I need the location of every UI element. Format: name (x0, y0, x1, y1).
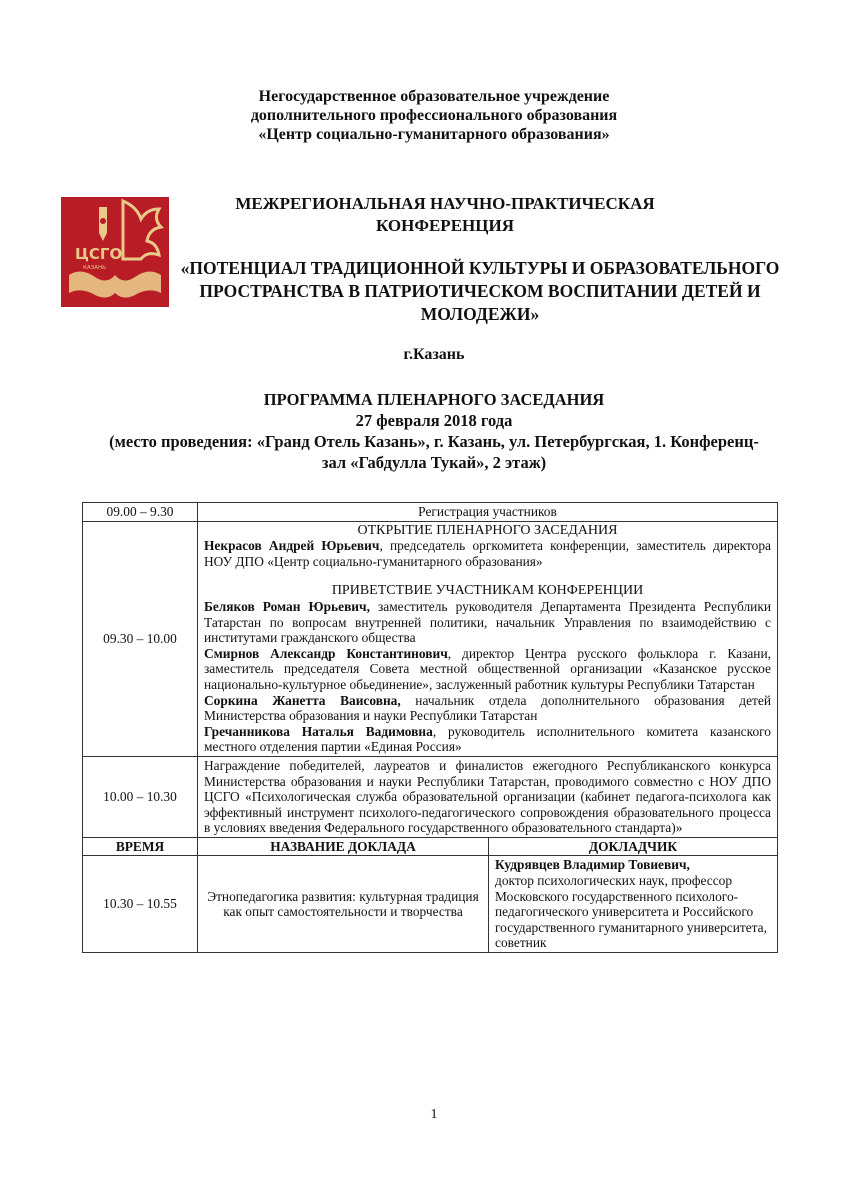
time-cell: 10.30 – 10.55 (83, 856, 198, 953)
speaker-name: Некрасов Андрей Юрьевич (204, 538, 380, 554)
speaker-name: Беляков Роман Юрьевич, (204, 598, 370, 614)
registration-cell: Регистрация участников (198, 503, 778, 522)
column-header-row (83, 837, 778, 856)
table-row (83, 503, 778, 522)
time-cell: 09.30 – 10.00 (83, 521, 198, 756)
org-line-3: «Центр социально-гуманитарного образования» (258, 126, 610, 143)
program-block (0, 389, 868, 473)
speaker-entry (204, 724, 771, 755)
program-venue: (место проведения: «Гранд Отель Казань», г. Казань, ул. Петербургская, 1. Конференц-зал «Габдулла Тукай», 2 этаж) (109, 432, 759, 472)
column-header-speaker: ДОКЛАДЧИК (489, 837, 778, 856)
speaker-name: Гречанникова Наталья Вадимовна (204, 723, 433, 739)
page-number: 1 (430, 1107, 438, 1122)
city: г.Казань (403, 346, 465, 363)
org-line-1: Негосударственное образовательное учреждение (258, 88, 610, 105)
organization-header (0, 87, 868, 144)
speaker-role: доктор психологических наук, профессор Московского государственного психолого-педагогического университета и Российского государственного гуманитарного университета, советник (495, 873, 767, 951)
award-cell: Награждение победителей, лауреатов и финалистов ежегодного Республиканского конкурса Министерства образования и науки Республики Татарстан, проводимого совместно с НОУ ДПО ЦСГО «Психологическая служба образовательной организации (кабинет педагога-психолога как эффективный инструмент психолого-педагогического сопровождения образовательного процесса в условиях введения Федерального государственного образовательного стандарта)» (198, 756, 778, 837)
speaker-name: Соркина Жанетта Ваисовна, (204, 692, 401, 708)
speaker-entry (204, 538, 771, 569)
org-line-2: дополнительного профессионального образования (250, 107, 618, 124)
speaker-role: , директор Центра русского фольклора г. Казани, заместитель председателя Совета местной общественной организации «Казанское русское национально-культурное обьединение», заслуженный работник культуры Республики Татарстан (204, 645, 771, 692)
table-row (83, 856, 778, 953)
logo-subtext: КАЗАНЬ (83, 265, 106, 271)
time-cell: 09.00 – 9.30 (83, 503, 198, 522)
speaker-entry (204, 693, 771, 724)
speaker-role: начальник отдела дополнительного образования детей Министерства образования и науки Республики Татарстан (204, 692, 772, 724)
column-header-title: НАЗВАНИЕ ДОКЛАДА (198, 837, 489, 856)
speaker-entry (204, 646, 771, 693)
speaker-name: Кудрявцев Владимир Товиевич, (495, 857, 690, 873)
opening-cell (198, 521, 778, 756)
logo-text: ЦСГО (75, 245, 123, 263)
speaker-role: , руководитель исполнительного комитета казанского местного отделения партии «Единая Россия» (204, 723, 771, 755)
greeting-heading: ПРИВЕТСТВИЕ УЧАСТНИКАМ КОНФЕРЕНЦИИ (331, 583, 644, 599)
conference-type: МЕЖРЕГИОНАЛЬНАЯ НАУЧНО-ПРАКТИЧЕСКАЯ КОНФЕРЕНЦИЯ (235, 194, 655, 235)
speaker-cell (489, 856, 778, 953)
schedule-table (82, 502, 778, 953)
speaker-entry (204, 599, 771, 646)
table-row (83, 756, 778, 837)
time-cell: 10.00 – 10.30 (83, 756, 198, 837)
opening-heading: ОТКРЫТИЕ ПЛЕНАРНОГО ЗАСЕДАНИЯ (357, 522, 618, 538)
csgo-logo (61, 197, 169, 307)
table-row (83, 521, 778, 756)
report-title-cell: Этнопедагогика развития: культурная традиция как опыт самостоятельности и творчества (198, 856, 489, 953)
column-header-time: ВРЕМЯ (83, 837, 198, 856)
speaker-name: Смирнов Александр Константинович (204, 645, 448, 661)
speaker-role: заместитель руководителя Департамента Президента Республики Татарстан по вопросам внутренней политики, начальник Управления по взаимодействию с институтами гражданского общества (204, 598, 771, 646)
speaker-role: , председатель оргкомитета конференции, заместитель директора НОУ ДПО «Центр социально-гуманитарного образования» (204, 538, 771, 569)
program-title: ПРОГРАММА ПЛЕНАРНОГО ЗАСЕДАНИЯ (263, 390, 605, 409)
program-date: 27 февраля 2018 года (355, 411, 513, 430)
conference-title: «ПОТЕНЦИАЛ ТРАДИЦИОННОЙ КУЛЬТУРЫ И ОБРАЗОВАТЕЛЬНОГО ПРОСТРАНСТВА В ПАТРИОТИЧЕСКОМ ВОСПИТАНИИ ДЕТЕЙ И МОЛОДЕЖИ» (180, 258, 780, 324)
